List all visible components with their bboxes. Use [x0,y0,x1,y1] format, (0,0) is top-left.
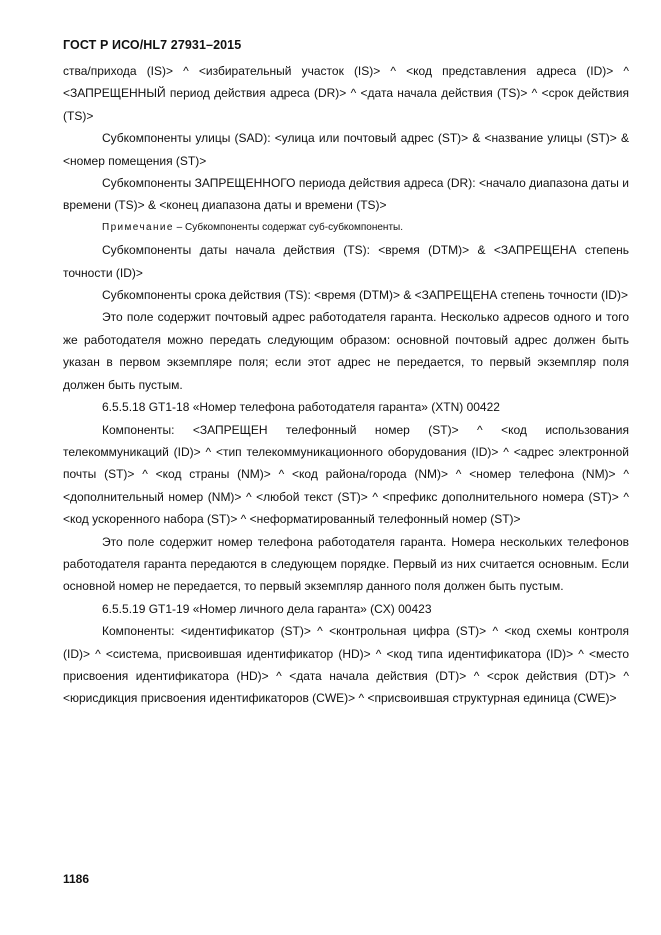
note-label: Примечание [102,221,174,233]
paragraph: Компоненты: <идентификатор (ST)> ^ <контрольная цифра (ST)> ^ <код схемы контроля (ID)> ^ <система, присвоившая идентификатор (HD)> ^ <код типа идентификатора (ID)> ^ <место присвоения идентификатора (HD)> ^ <дата начала действия (DT)> ^ <срок действия (DT)> ^ <юрисдикция присвоения идентификаторов (CWE)> ^ <присвоившая структурная единица (CWE)> [63,624,629,706]
page-number: 1186 [63,872,90,886]
paragraph: Это поле содержит почтовый адрес работодателя гаранта. Несколько адресов одного и того же работодателя можно передать следующим образом: основной почтовый адрес должен быть указан в первом экземпляре поля; если этот адрес не передается, то первый экземпляр поля должен быть пустым. [63,310,629,392]
paragraph: ства/прихода (IS)> ^ <избирательный участок (IS)> ^ <код представления адреса (ID)> ^ <ЗАПРЕЩЕННЫЙ период действия адреса (DR)> ^ <дата начала действия (TS)> ^ <срок действия (TS)> [63,64,629,123]
document-header: ГОСТ Р ИСО/HL7 27931–2015 [63,38,242,52]
paragraph: Компоненты: <ЗАПРЕЩЕН телефонный номер (ST)> ^ <код использования телекоммуникаций (ID)> ^ <тип телекоммуникационного оборудования (ID)> ^ <адрес электронной почты (ST)> ^ <код страны (NM)> ^ <код района/города (NM)> ^ <номер телефона (NM)> ^ <дополнительный номер (NM)> ^ <любой текст (ST)> ^ <префикс дополнительного номера (ST)> ^ <код ускоренного набора (ST)> ^ <неформатированный телефонный номер (ST)> [63,422,629,527]
section-heading: 6.5.5.18 GT1-18 «Номер телефона работодателя гаранта» (XTN) 00422 [102,400,500,415]
paragraph: Субкомпоненты ЗАПРЕЩЕННОГО периода действия адреса (DR): <начало диапазона даты и времени (TS)> & <конец диапазона даты и времени (TS)> [63,176,629,213]
note-text: – Субкомпоненты содержат суб-субкомпоненты. [173,221,403,233]
section-heading: 6.5.5.19 GT1-19 «Номер личного дела гаранта» (CX) 00423 [102,601,432,616]
document-body [63,60,629,710]
note [63,217,629,239]
paragraph: Субкомпоненты даты начала действия (TS): <время (DTM)> & <ЗАПРЕЩЕНА степень точности (ID)> [63,243,629,280]
paragraph: Это поле содержит номер телефона работодателя гаранта. Номера нескольких телефонов работодателя гаранта передаются в следующем порядке. Первый из них считается основным. Если основной номер не передается, то первый экземпляр данного поля должен быть пустым. [63,534,629,594]
paragraph: Субкомпоненты срока действия (TS): <время (DTM)> & <ЗАПРЕЩЕНА степень точности (ID)> [102,288,628,303]
paragraph: Субкомпоненты улицы (SAD): <улица или почтовый адрес (ST)> & <название улицы (ST)> & <номер помещения (ST)> [63,131,629,168]
